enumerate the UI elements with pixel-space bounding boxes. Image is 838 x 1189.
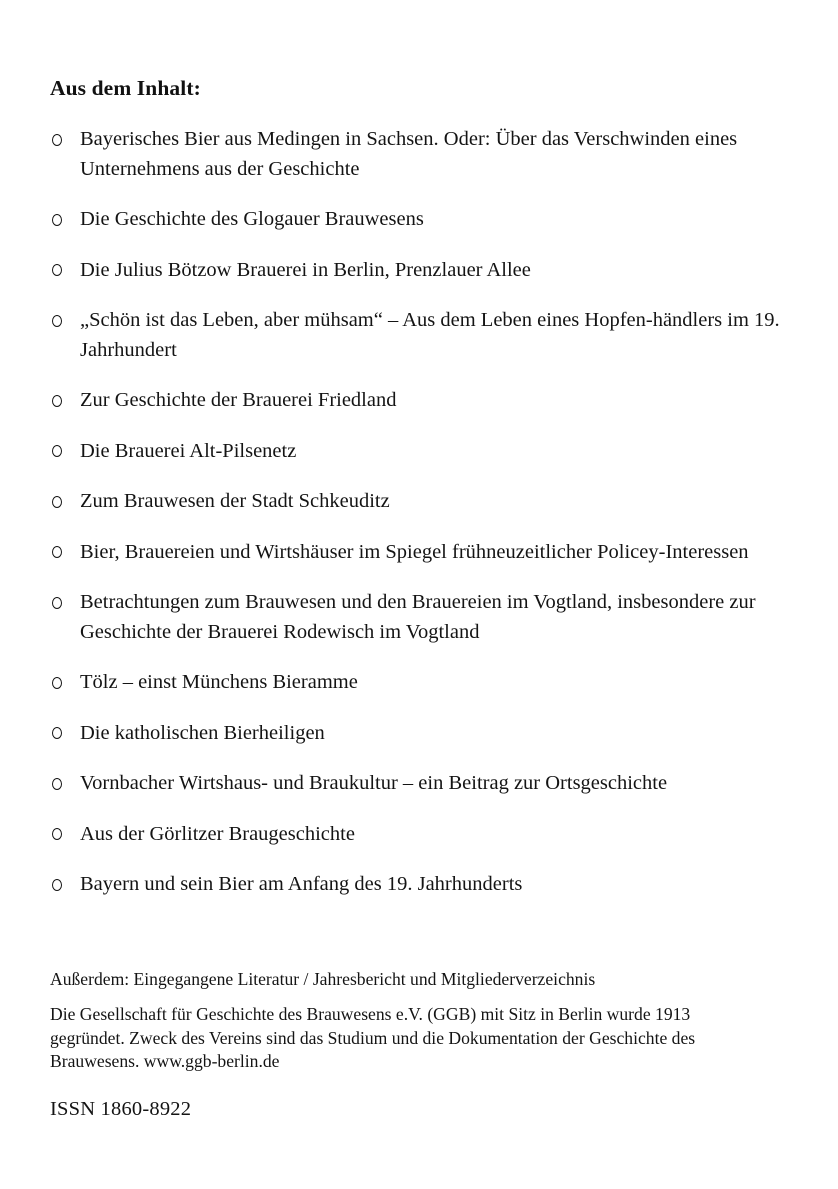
open-circle-bullet-icon xyxy=(51,386,67,416)
list-item xyxy=(50,719,790,749)
open-circle-bullet-icon xyxy=(51,588,67,618)
open-circle-bullet-icon xyxy=(51,820,67,850)
list-item-label: Vornbacher Wirtshaus- und Braukultur – ein Beitrag zur Ortsgeschichte xyxy=(80,772,668,794)
open-circle-bullet-icon xyxy=(51,256,67,286)
list-item xyxy=(50,870,790,900)
list-item-label: „Schön ist das Leben, aber mühsam“ – Aus dem Leben eines Hopfen-händlers im 19. Jahrhundert xyxy=(80,309,780,361)
open-circle-bullet-icon xyxy=(51,487,67,517)
issn-number: ISSN 1860-8922 xyxy=(50,1098,192,1120)
list-item-label: Tölz – einst Münchens Bieramme xyxy=(80,671,358,693)
open-circle-bullet-icon xyxy=(51,870,67,900)
table-of-contents-list xyxy=(50,125,790,900)
list-item xyxy=(50,386,790,416)
list-item xyxy=(50,538,790,568)
open-circle-bullet-icon xyxy=(51,205,67,235)
list-item xyxy=(50,820,790,850)
open-circle-bullet-icon xyxy=(51,538,67,568)
open-circle-bullet-icon xyxy=(51,125,67,155)
open-circle-bullet-icon xyxy=(51,437,67,467)
list-item-label: Die Geschichte des Glogauer Brauwesens xyxy=(80,208,424,230)
additional-contents-note: Außerdem: Eingegangene Literatur / Jahresbericht und Mitgliederverzeichnis xyxy=(50,969,596,989)
open-circle-bullet-icon xyxy=(51,769,67,799)
open-circle-bullet-icon xyxy=(51,719,67,749)
open-circle-bullet-icon xyxy=(51,306,67,336)
list-item-label: Zum Brauwesen der Stadt Schkeuditz xyxy=(80,490,390,512)
list-item-label: Bayerisches Bier aus Medingen in Sachsen. Oder: Über das Verschwinden eines Unternehmens aus der Geschichte xyxy=(80,128,738,180)
list-item-label: Betrachtungen zum Brauwesen und den Brauereien im Vogtland, insbesondere zur Geschichte der Brauerei Rodewisch im Vogtland xyxy=(80,591,756,643)
list-item-label: Bier, Brauereien und Wirtshäuser im Spiegel frühneuzeitlicher Policey-Interessen xyxy=(80,540,749,563)
list-item-label: Die katholischen Bierheiligen xyxy=(80,721,325,744)
list-item xyxy=(50,205,790,235)
list-item-label: Bayern und sein Bier am Anfang des 19. Jahrhunderts xyxy=(80,873,523,895)
list-item xyxy=(50,437,790,467)
list-item-label: Zur Geschichte der Brauerei Friedland xyxy=(80,389,397,411)
list-item xyxy=(50,769,790,799)
society-description: Die Gesellschaft für Geschichte des Brauwesens e.V. (GGB) mit Sitz in Berlin wurde 1913 gegründet. Zweck des Vereins sind das Studium und die Dokumentation der Geschichte des Brauwesens. www.ggb-berlin.de xyxy=(50,1004,696,1071)
open-circle-bullet-icon xyxy=(51,668,67,698)
list-item xyxy=(50,487,790,517)
list-item-label: Aus der Görlitzer Braugeschichte xyxy=(80,822,355,845)
list-item-label: Die Julius Bötzow Brauerei in Berlin, Prenzlauer Allee xyxy=(80,258,531,281)
list-item xyxy=(50,588,790,647)
page-title: Aus dem Inhalt: xyxy=(50,76,201,100)
list-item xyxy=(50,668,790,698)
list-item xyxy=(50,125,790,184)
list-item-label: Die Brauerei Alt-Pilsenetz xyxy=(80,439,297,462)
list-item xyxy=(50,256,790,286)
list-item xyxy=(50,306,790,365)
